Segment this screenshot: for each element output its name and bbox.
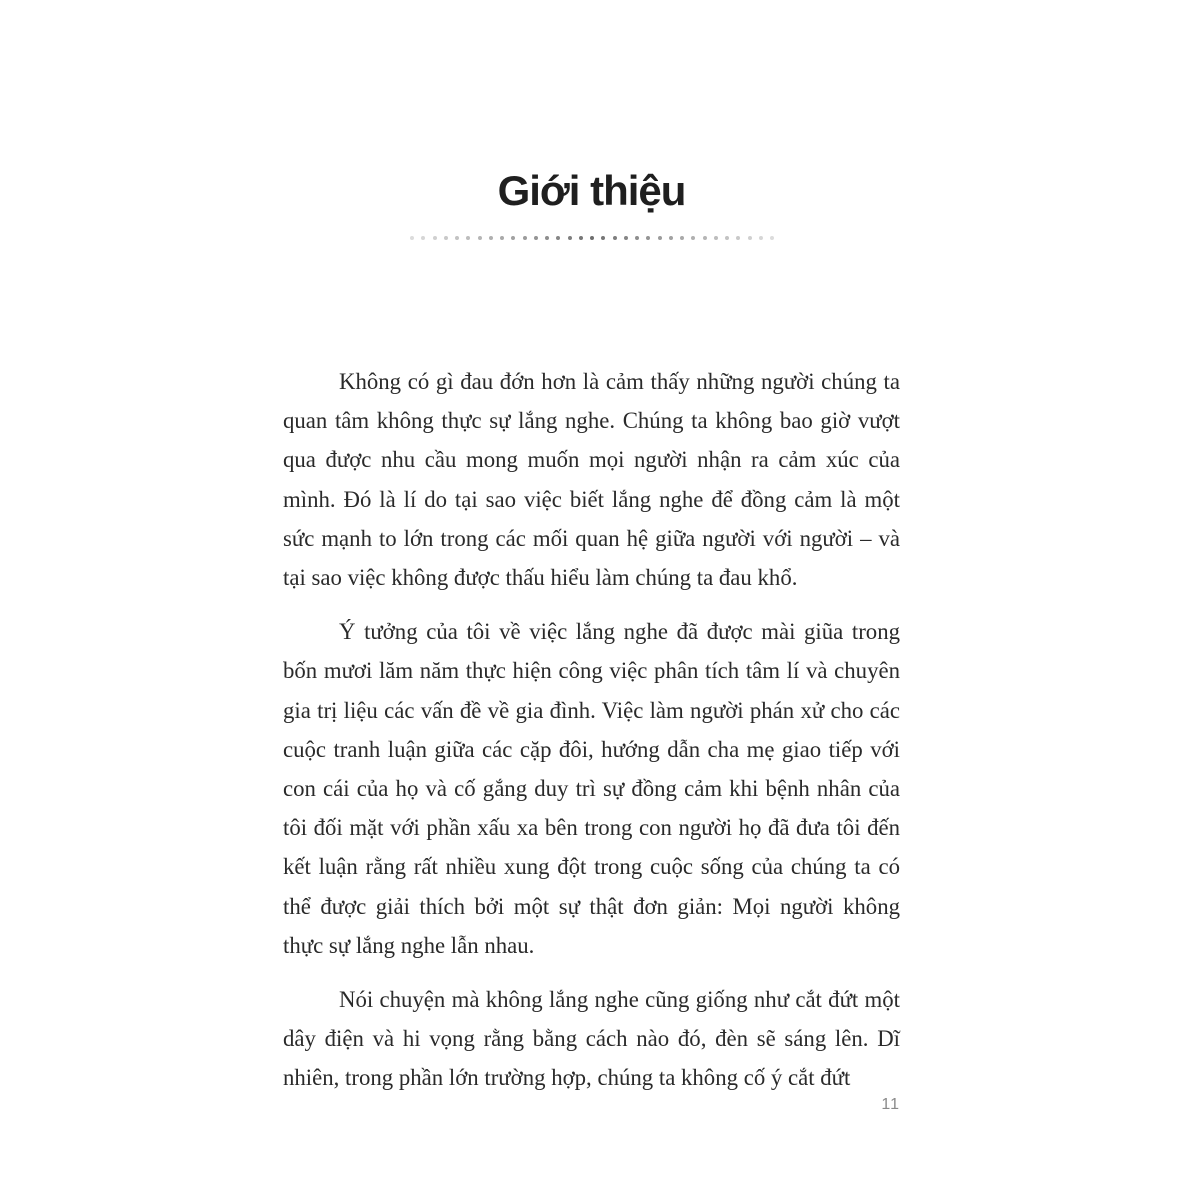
divider-dot <box>658 236 662 240</box>
divider-dot <box>478 236 482 240</box>
divider-dot <box>444 236 448 240</box>
divider-dot <box>714 236 718 240</box>
divider-dot <box>646 236 650 240</box>
divider-dot <box>601 236 605 240</box>
divider-dot <box>410 236 414 240</box>
divider-dot <box>759 236 763 240</box>
title-divider-dots <box>410 236 774 240</box>
divider-dot <box>433 236 437 240</box>
divider-dot <box>624 236 628 240</box>
divider-dot <box>725 236 729 240</box>
paragraph-3: Nói chuyện mà không lắng nghe cũng giống như cắt đứt một dây điện và hi vọng rằng bằng cách nào đó, đèn sẽ sáng lên. Dĩ nhiên, trong phần lớn trường hợp, chúng ta không cố ý cắt đứt <box>283 987 900 1091</box>
page-number: 11 <box>881 1096 900 1113</box>
divider-dot <box>635 236 639 240</box>
paragraph-1: Không có gì đau đớn hơn là cảm thấy những người chúng ta quan tâm không thực sự lắng nghe. Chúng ta không bao giờ vượt qua được nhu cầu mong muốn mọi người nhận ra cảm xúc của mình. Đó là lí do tại sao việc biết lắng nghe để đồng cảm là một sức mạnh to lớn trong các mối quan hệ giữa người với người – và tại sao việc không được thấu hiểu làm chúng ta đau khổ. <box>283 369 900 591</box>
divider-dot <box>736 236 740 240</box>
divider-dot <box>534 236 538 240</box>
divider-dot <box>770 236 774 240</box>
divider-dot <box>511 236 515 240</box>
divider-dot <box>703 236 707 240</box>
divider-dot <box>691 236 695 240</box>
divider-dot <box>613 236 617 240</box>
divider-dot <box>500 236 504 240</box>
divider-dot <box>669 236 673 240</box>
divider-dot <box>579 236 583 240</box>
divider-dot <box>421 236 425 240</box>
divider-dot <box>680 236 684 240</box>
chapter-title: Giới thiệu <box>497 167 686 214</box>
divider-dot <box>523 236 527 240</box>
paragraph-2: Ý tưởng của tôi về việc lắng nghe đã được mài giũa trong bốn mươi lăm năm thực hiện công việc phân tích tâm lí và chuyên gia trị liệu các vấn đề về gia đình. Việc làm người phán xử cho các cuộc tranh luận giữa các cặp đôi, hướng dẫn cha mẹ giao tiếp với con cái của họ và cố gắng duy trì sự đồng cảm khi bệnh nhân của tôi đối mặt với phần xấu xa bên trong con người họ đã đưa tôi đến kết luận rằng rất nhiều xung đột trong cuộc sống của chúng ta có thể được giải thích bởi một sự thật đơn giản: Mọi người không thực sự lắng nghe lẫn nhau. <box>283 619 900 958</box>
body-text <box>283 362 900 1113</box>
divider-dot <box>556 236 560 240</box>
divider-dot <box>568 236 572 240</box>
divider-dot <box>489 236 493 240</box>
divider-dot <box>466 236 470 240</box>
divider-dot <box>748 236 752 240</box>
divider-dot <box>545 236 549 240</box>
divider-dot <box>455 236 459 240</box>
divider-dot <box>590 236 594 240</box>
